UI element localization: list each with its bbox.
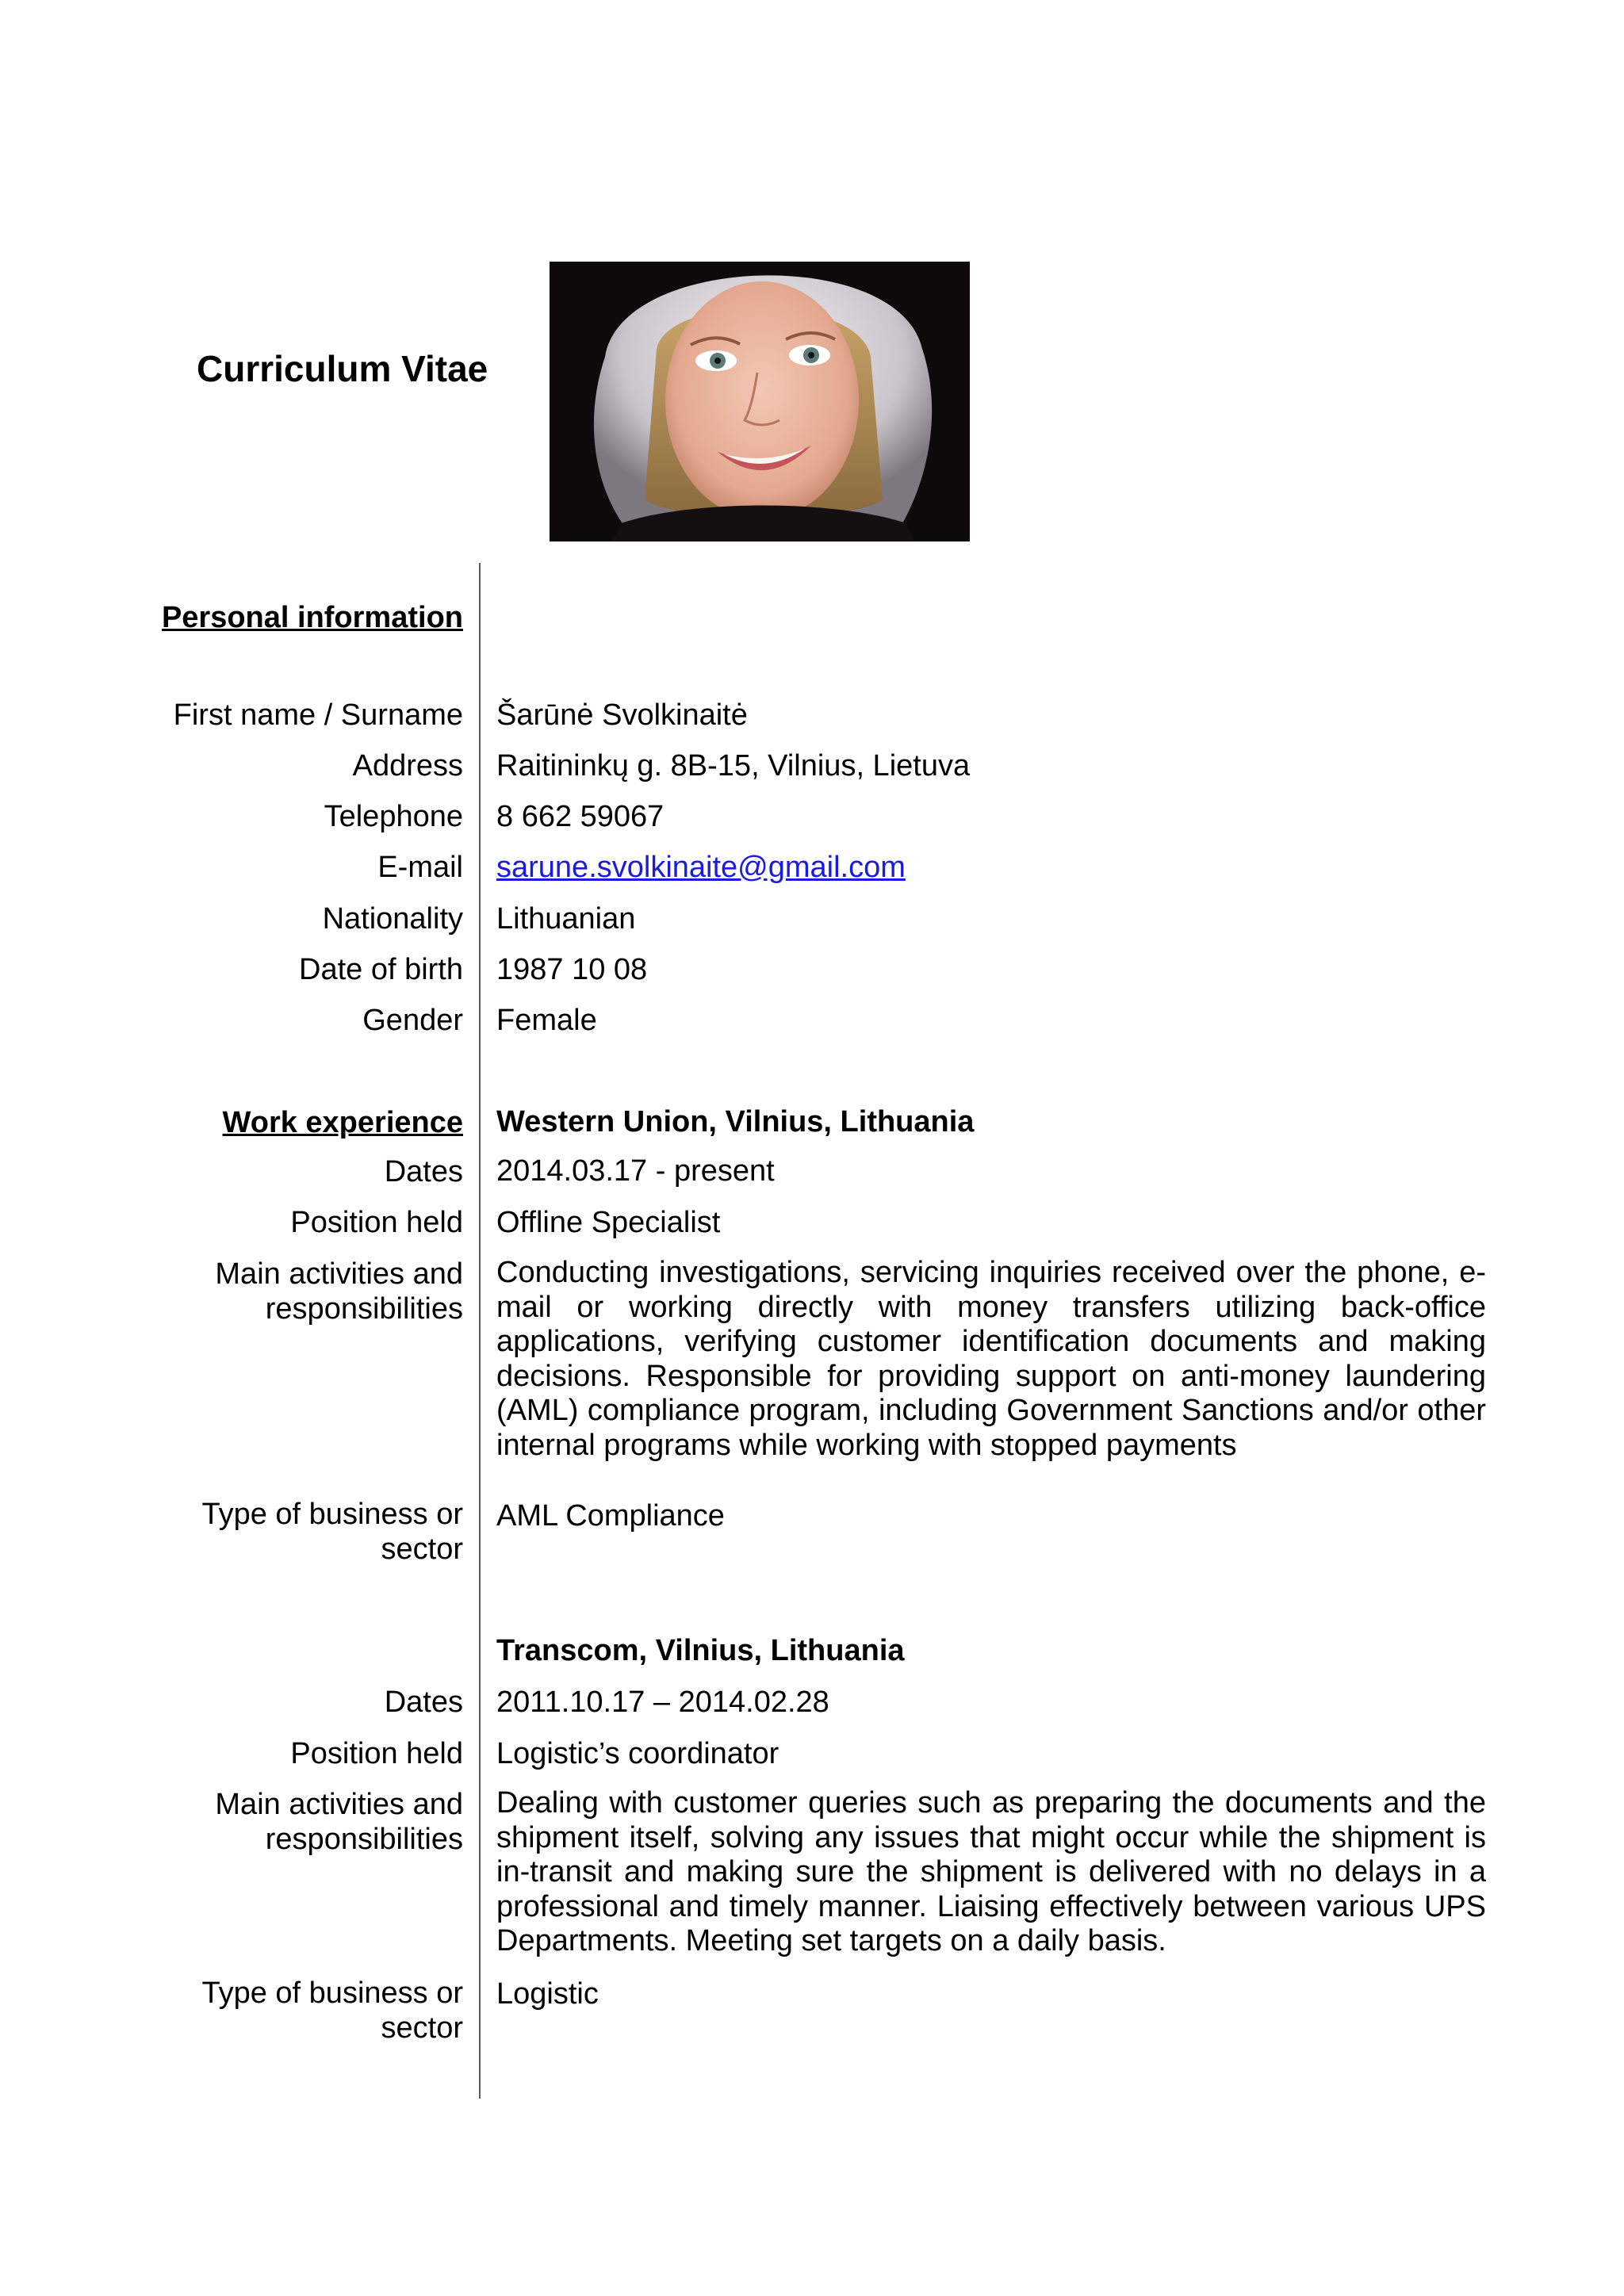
value-activities: Dealing with customer queries such as preparing the documents and the shipment itself, solving any issues that might occur while the shipment is in-transit and making sure the shipment is delivered with no delays in a professional and timely manner. Liaising effectively between various UPS Departments. Meeting set targets on a daily basis.	[496, 1786, 1486, 1957]
label-sector-line2: sector	[381, 2011, 463, 2045]
profile-photo	[550, 262, 970, 541]
value-sector: Logistic	[496, 1977, 599, 2011]
label-activities-line1: Main activities and	[215, 1788, 463, 1821]
value-sector: AML Compliance	[496, 1499, 725, 1533]
label-sector-line2: sector	[381, 1533, 463, 1566]
value-nationality: Lithuanian	[496, 902, 636, 936]
label-dates: Dates	[384, 1686, 463, 1719]
value-position: Logistic’s coordinator	[496, 1737, 779, 1770]
label-name: First name / Surname	[173, 698, 463, 732]
value-activities: Conducting investigations, servicing inquiries received over the phone, e-mail or working directly with money transfers utilizing back-office applications, verifying customer identification documents and making decisions. Responsible for providing support on anti-money laundering (AML) compliance program, including Government Sanctions and/or other internal programs while working with stopped payments	[496, 1256, 1486, 1462]
label-activities-line2: responsibilities	[265, 1292, 463, 1326]
label-position: Position held	[290, 1737, 463, 1770]
job-employer: Transcom, Vilnius, Lithuania	[496, 1634, 905, 1667]
value-telephone: 8 662 59067	[496, 800, 665, 833]
value-gender: Female	[496, 1004, 597, 1037]
label-nationality: Nationality	[322, 902, 463, 936]
label-activities-line1: Main activities and	[215, 1257, 463, 1291]
label-address: Address	[352, 749, 463, 783]
value-dates: 2011.10.17 – 2014.02.28	[496, 1686, 829, 1719]
value-dates: 2014.03.17 - present	[496, 1154, 775, 1188]
label-telephone: Telephone	[324, 800, 463, 833]
label-date-of-birth: Date of birth	[299, 953, 463, 986]
label-sector-line1: Type of business or	[201, 1498, 463, 1531]
value-name: Šarūnė Svolkinaitė	[496, 698, 748, 732]
label-gender: Gender	[362, 1004, 463, 1037]
page-title: Curriculum Vitae	[197, 348, 488, 389]
label-email: E-mail	[377, 851, 463, 884]
section-heading-personal: Personal information	[161, 601, 463, 634]
label-position: Position held	[290, 1206, 463, 1239]
value-date-of-birth: 1987 10 08	[496, 953, 648, 986]
value-position: Offline Specialist	[496, 1206, 721, 1239]
job-employer: Western Union, Vilnius, Lithuania	[496, 1105, 975, 1138]
label-sector-line1: Type of business or	[201, 1976, 463, 2010]
email-link[interactable]: sarune.svolkinaite@gmail.com	[496, 851, 906, 884]
label-dates: Dates	[384, 1155, 463, 1188]
value-address: Raitininkų g. 8B-15, Vilnius, Lietuva	[496, 749, 971, 783]
column-divider	[479, 563, 481, 2099]
section-heading-work: Work experience	[222, 1106, 463, 1139]
label-activities-line2: responsibilities	[265, 1823, 463, 1856]
